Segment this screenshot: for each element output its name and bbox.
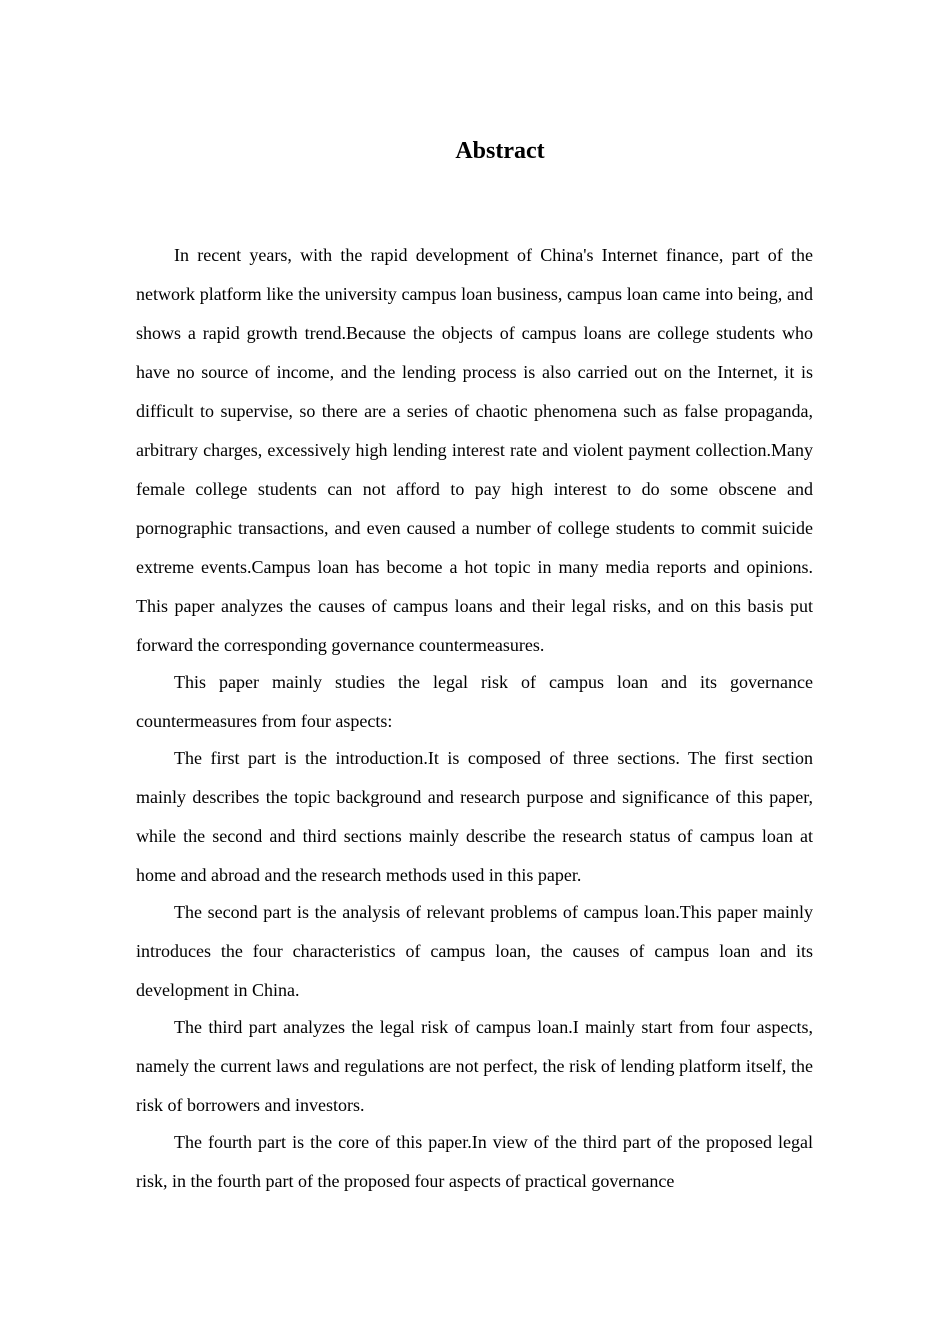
paragraph-6: The fourth part is the core of this paper.In view of the third part of the proposed legal risk, in the fourth part of the proposed four aspects of practical governance <box>136 1132 813 1191</box>
paragraph-5: The third part analyzes the legal risk of campus loan.I mainly start from four aspects, namely the current laws and regulations are not perfect, the risk of lending platform itself, the risk of borrowers and investors. <box>136 1017 813 1115</box>
paragraph-3: The first part is the introduction.It is composed of three sections. The first section mainly describes the topic background and research purpose and significance of this paper, while the second and third sections mainly describe the research status of campus loan at home and abroad and the research methods used in this paper. <box>136 748 813 885</box>
abstract-body <box>136 236 813 1199</box>
paragraph-4: The second part is the analysis of relevant problems of campus loan.This paper mainly introduces the four characteristics of campus loan, the causes of campus loan and its development in China. <box>136 902 813 1000</box>
paragraph-1: In recent years, with the rapid development of China's Internet finance, part of the network platform like the university campus loan business, campus loan came into being, and shows a rapid growth trend.Because the objects of campus loans are college students who have no source of income, and the lending process is also carried out on the Internet, it is difficult to supervise, so there are a series of chaotic phenomena such as false propaganda, arbitrary charges, excessively high lending interest rate and violent payment collection.Many female college students can not afford to pay high interest to do some obscene and pornographic transactions, and even caused a number of college students to commit suicide extreme events.Campus loan has become a hot topic in many media reports and opinions. This paper analyzes the causes of campus loans and their legal risks, and on this basis put forward the corresponding governance countermeasures. <box>136 245 813 655</box>
abstract-title: Abstract <box>455 138 545 164</box>
paragraph-2: This paper mainly studies the legal risk of campus loan and its governance countermeasures from four aspects: <box>136 672 813 731</box>
